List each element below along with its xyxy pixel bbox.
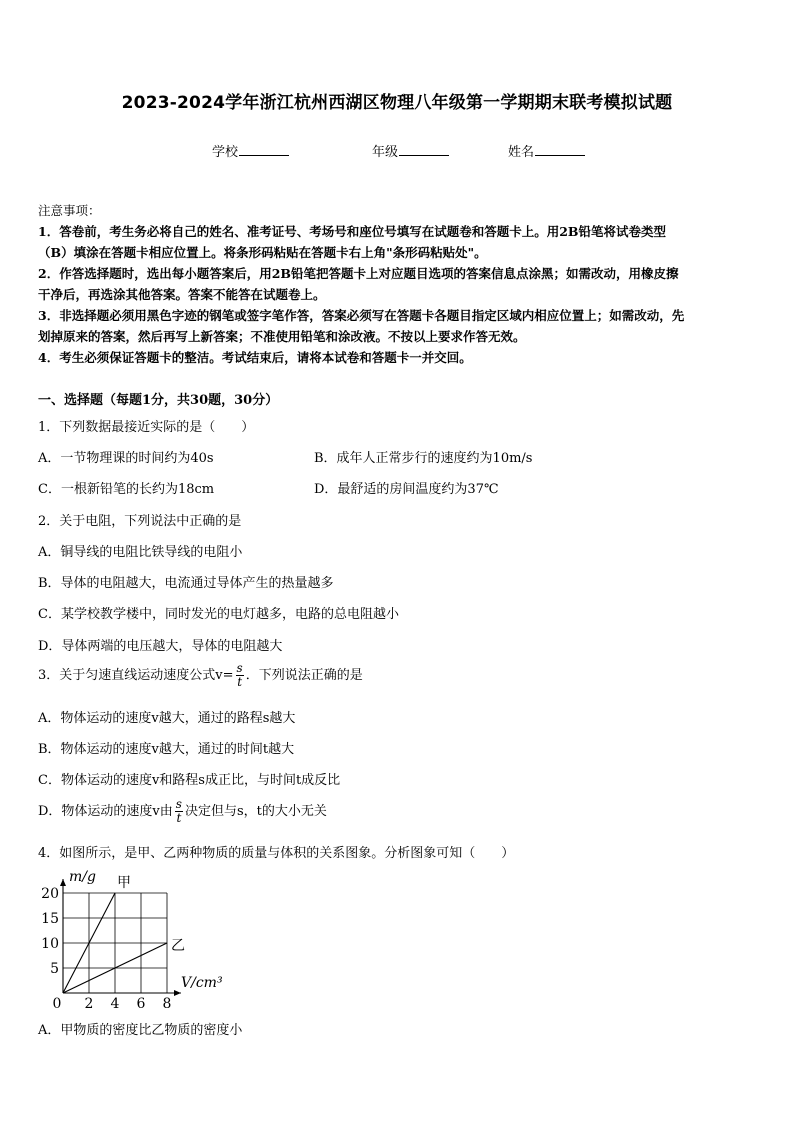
notice-heading: 注意事项： <box>38 203 101 218</box>
q3-option-b[interactable]: B．物体运动的速度v越大，通过的时间t越大 <box>38 742 295 757</box>
grade-field[interactable] <box>372 141 449 160</box>
notice-line: 划掉原来的答案，然后再写上新答案；不准使用铅笔和涂改液。不按以上要求作答无效。 <box>38 329 526 344</box>
fraction-denominator: t <box>176 811 182 825</box>
student-info-row <box>0 141 794 161</box>
q4-option-a[interactable]: A．甲物质的密度比乙物质的密度小 <box>38 1023 243 1038</box>
q4-stem: 4．如图所示，是甲、乙两种物质的质量与体积的关系图象。分析图象可知（ ） <box>38 846 515 861</box>
fraction-denominator: t <box>237 675 243 689</box>
q2-stem: 2．关于电阻，下列说法中正确的是 <box>38 514 242 529</box>
q3-option-d[interactable] <box>38 798 327 825</box>
chart-grid <box>63 893 167 993</box>
y-tick-label: 15 <box>41 911 59 927</box>
notice-line: 4．考生必须保证答题卡的整洁。考试结束后，请将本试卷和答题卡一并交回。 <box>38 350 472 365</box>
mass-volume-chart <box>36 868 246 1018</box>
notice-line: 2．作答选择题时，选出每小题答案后，用2B铅笔把答题卡上对应题目选项的答案信息点涂黑；如需改动，用橡皮擦 <box>38 266 679 281</box>
fraction-numerator: s <box>175 797 182 811</box>
x-tick-label: 8 <box>162 996 172 1012</box>
q3-formula-fraction <box>236 662 244 689</box>
q3-option-c[interactable]: C．物体运动的速度v和路程s成正比，与时间t成反比 <box>38 773 341 788</box>
x-axis-arrow <box>174 990 181 996</box>
q1-option-d[interactable]: D．最舒适的房间温度约为37℃ <box>314 482 499 497</box>
notice-line: 干净后，再选涂其他答案。答案不能答在试题卷上。 <box>38 287 326 302</box>
grade-label: 年级 <box>372 145 399 160</box>
q3-option-a[interactable]: A．物体运动的速度v越大，通过的路程s越大 <box>38 711 296 726</box>
q3-stem <box>38 662 363 689</box>
q1-stem: 1．下列数据最接近实际的是（ ） <box>38 420 255 435</box>
school-field[interactable] <box>212 141 289 160</box>
section-title: 一、选择题（每题1分，共30题，30分） <box>38 393 279 408</box>
name-blank[interactable] <box>535 142 585 156</box>
x-tick-label: 2 <box>84 996 94 1012</box>
name-field[interactable] <box>508 141 585 160</box>
series-label: 乙 <box>171 938 185 954</box>
x-tick-label: 0 <box>52 996 62 1012</box>
y-tick-label: 5 <box>50 961 59 977</box>
q2-option-b[interactable]: B．导体的电阻越大，电流通过导体产生的热量越多 <box>38 576 334 591</box>
school-label: 学校 <box>212 145 239 160</box>
grade-blank[interactable] <box>399 142 449 156</box>
name-label: 姓名 <box>508 145 535 160</box>
q3-option-d-pre: D．物体运动的速度v由 <box>38 804 173 819</box>
notice-block <box>38 200 758 368</box>
x-axis-label: V/cm³ <box>181 975 223 991</box>
y-axis-label: m/g <box>69 869 96 885</box>
chart-axes <box>60 879 181 996</box>
series-label: 甲 <box>117 875 131 891</box>
y-tick-label: 10 <box>41 936 59 952</box>
q3-stem-pre: 3．关于匀速直线运动速度公式v= <box>38 668 234 683</box>
notice-line: （B）填涂在答题卡相应位置上。将条形码粘贴在答题卡右上角"条形码粘贴处"。 <box>38 245 487 260</box>
y-axis-arrow <box>60 879 66 886</box>
notice-line: 3．非选择题必须用黑色字迹的钢笔或签字笔作答，答案必须写在答题卡各题目指定区域内相应位置上；如需改动，先 <box>38 308 685 323</box>
x-tick-label: 4 <box>110 996 120 1012</box>
page-title: 2023-2024学年浙江杭州西湖区物理八年级第一学期期末联考模拟试题 <box>121 93 673 113</box>
q1-option-a[interactable]: A．一节物理课的时间约为40s <box>38 451 214 466</box>
q3-option-d-post: 决定但与s，t的大小无关 <box>184 804 327 819</box>
notice-line: 1．答卷前，考生务必将自己的姓名、准考证号、考场号和座位号填写在试题卷和答题卡上。用2B铅笔将试卷类型 <box>38 224 666 239</box>
y-tick-label: 20 <box>41 886 59 902</box>
q1-option-b[interactable]: B．成年人正常步行的速度约为10m/s <box>314 451 533 466</box>
q1-option-c[interactable]: C．一根新铅笔的长约为18cm <box>38 482 215 497</box>
q3-stem-post: ．下列说法正确的是 <box>245 668 363 683</box>
q2-option-d[interactable]: D．导体两端的电压越大，导体的电阻越大 <box>38 639 283 654</box>
q2-option-c[interactable]: C．某学校教学楼中，同时发光的电灯越多，电路的总电阻越小 <box>38 607 399 622</box>
q3-option-d-fraction <box>175 798 183 825</box>
fraction-numerator: s <box>236 661 243 675</box>
q2-option-a[interactable]: A．铜导线的电阻比铁导线的电阻小 <box>38 545 243 560</box>
school-blank[interactable] <box>239 142 289 156</box>
x-tick-label: 6 <box>136 996 146 1012</box>
